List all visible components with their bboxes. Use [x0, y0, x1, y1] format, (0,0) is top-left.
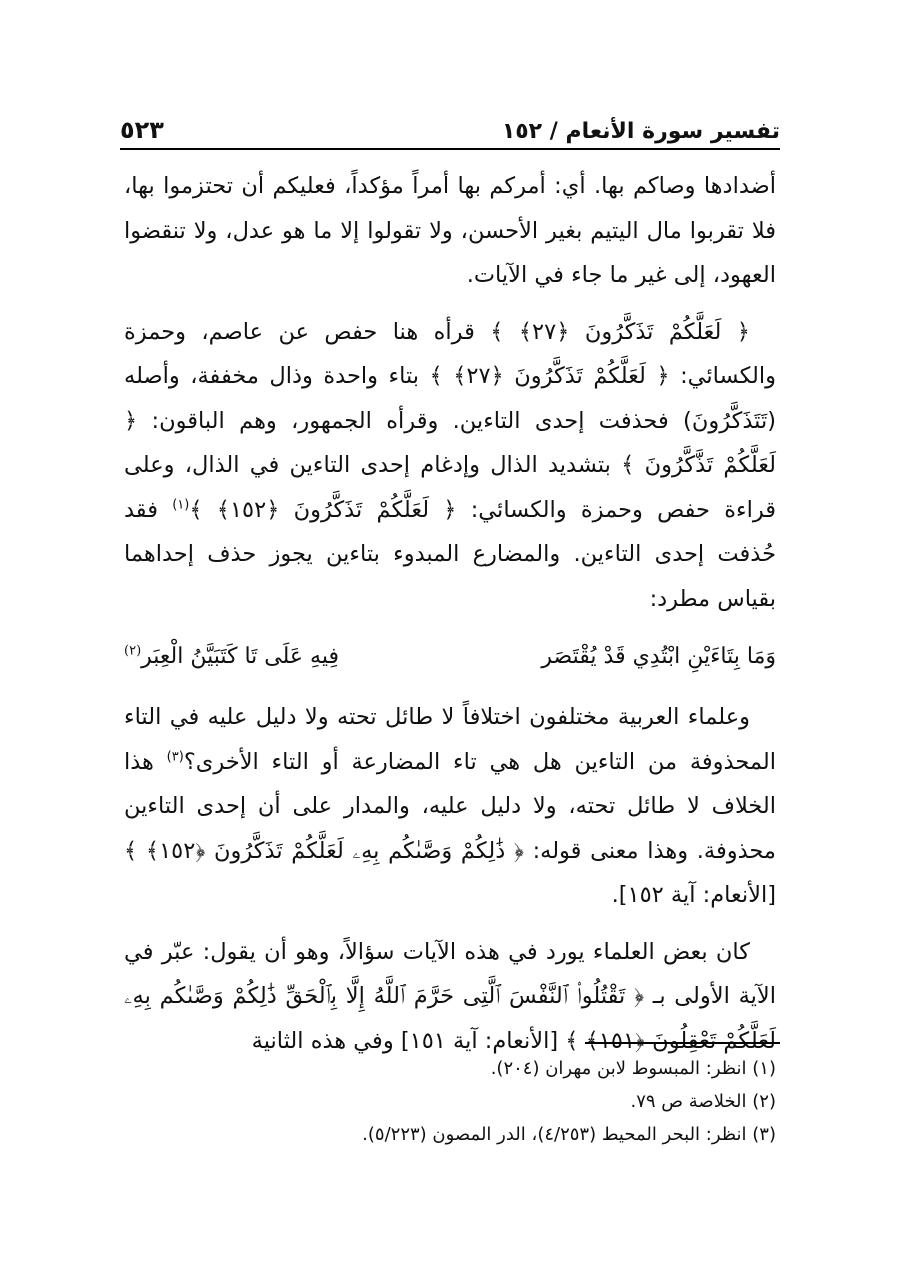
- paragraph-2: [124, 310, 776, 622]
- footnote-1: (١) انظر: المبسوط لابن مهران (٢٠٤).: [490, 1058, 776, 1079]
- header-rule: [120, 148, 780, 150]
- body-text: [124, 164, 776, 1063]
- verse-hemistich-right: وَمَا بِتَاءَيْنِ ابْتُدِي قَدْ يُقْتَصَر: [541, 644, 776, 669]
- paragraph-1: أضدادها وصاكم بها. أي: أمركم بها أمراً مؤكداً، فعليكم أن تحتزموا بها، فلا تقربوا مال اليتيم بغير الأحسن، ولا تقولوا إلا ما هو عدل، ولا تنقضوا العهود، إلى غير ما جاء في الآيات.: [124, 173, 776, 288]
- paragraph-2-text-a: ﴿ لَعَلَّكُمْ تَذَكَّرُونَ ﴿٢٧﴾ ﴾ قرأه هنا حفص عن عاصم، وحمزة والكسائي: ﴿ لَعَلَّكُمْ تَذَكَّرُونَ ﴿٢٧﴾ ﴾ بتاء واحدة وذال مخففة، وأصله (تَتَذَكَّرُونَ) فحذفت إحدى التاءين. وقرأه الجمهور، وهم الباقون: ﴿ لَعَلَّكُمْ تَذَّكَّرُونَ ﴾ بتشديد الذال وإدغام إحدى التاءين في الذال، وعلى قراءة حفص وحمزة والكسائي: ﴿ لَعَلَّكُمْ تَذَكَّرُونَ ﴿١٥٢﴾ ﴾: [124, 318, 776, 523]
- footnotes: [124, 1052, 776, 1151]
- paragraph-2-text-b: فقد حُذفت إحدى التاءين. والمضارع المبدوء بتاءين يجوز حذف إحداهما بقياس مطرد:: [124, 496, 776, 612]
- header-title: تفسير سورة الأنعام / ١٥٢: [501, 119, 780, 144]
- verse-hemistich-left: [124, 635, 339, 679]
- footnote-marker-3: (٣): [166, 749, 184, 764]
- verse-hemistich-left-text: فِيهِ عَلَى تَا كَتَبَيَّنُ الْعِبَر: [141, 644, 339, 669]
- page-header: [120, 100, 780, 144]
- poetry-verse: [124, 635, 776, 679]
- footnote-marker-2: (٢): [124, 643, 142, 659]
- footnote-marker-1: (١): [172, 497, 190, 512]
- page-number: ٥٢٣: [120, 116, 164, 144]
- footnote-3: (٣) انظر: البحر المحيط (٤/٢٥٣)، الدر المصون (٥/٢٢٣).: [362, 1124, 776, 1145]
- paragraph-3: [124, 695, 776, 918]
- paragraph-3-text-a: وعلماء العربية مختلفون اختلافاً لا طائل تحته ولا دليل عليه في التاء المحذوفة من التاءين هل هي تاء المضارعة أو التاء الأخرى؟: [124, 704, 776, 775]
- footnote-rule: [585, 1042, 780, 1044]
- paragraph-4: كان بعض العلماء يورد في هذه الآيات سؤالاً، وهو أن يقول: عبّر في الآية الأولى بـ ﴿ تَقْتُلُوا۟ ٱلنَّفْسَ ٱلَّتِى حَرَّمَ ٱللَّهُ إِلَّا بِٱلْحَقِّ ذَٰلِكُمْ وَصَّىٰكُم بِهِۦ لَعَلَّكُمْ تَعْقِلُونَ ﴿١٥١﴾ ﴾ [الأنعام: آية ١٥١] وفي هذه الثانية: [124, 938, 776, 1054]
- paragraph-3-text-b: هذا الخلاف لا طائل تحته، ولا دليل عليه، والمدار على أن إحدى التاءين محذوفة. وهذا معنى قوله: ﴿ ذَٰلِكُمْ وَصَّىٰكُم بِهِۦ لَعَلَّكُمْ تَذَكَّرُونَ ﴿١٥٢﴾ ﴾ [الأنعام: آية ١٥٢].: [124, 748, 776, 908]
- footnote-2: (٢) الخلاصة ص ٧٩.: [630, 1091, 776, 1112]
